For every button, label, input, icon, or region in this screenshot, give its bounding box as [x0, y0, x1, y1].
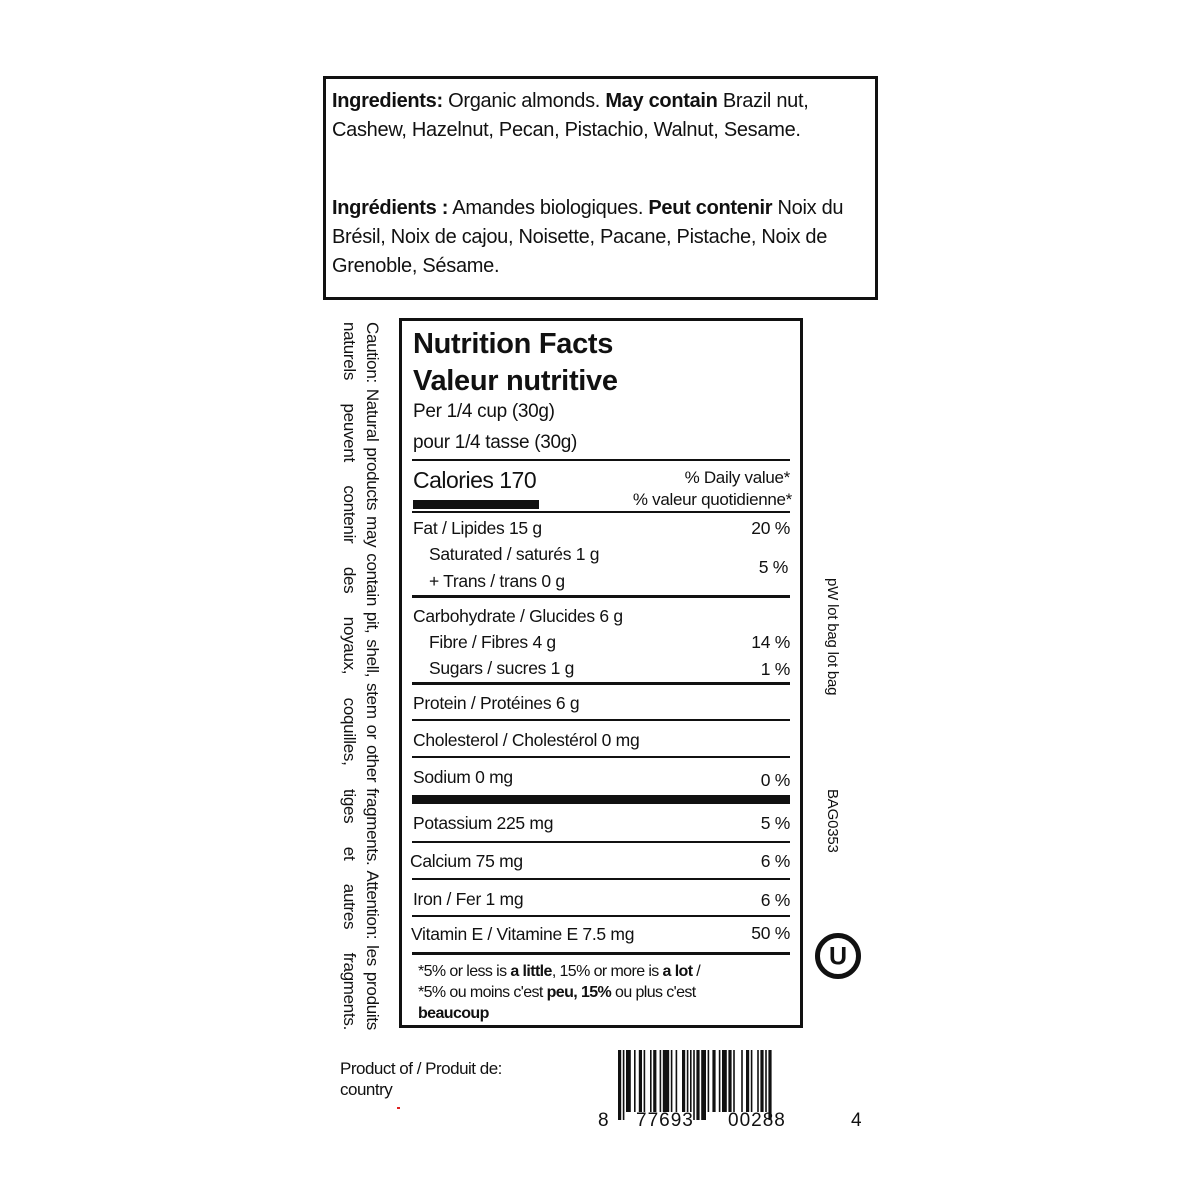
calories: Calories 170 — [413, 467, 537, 493]
cholesterol-row: Cholesterol / Cholestérol 0 mg — [413, 730, 640, 750]
ingredients-en — [332, 87, 869, 145]
barcode-last-digit: 4 — [851, 1110, 863, 1131]
may-contain-en-label: May contain — [605, 90, 718, 112]
protein-row: Protein / Protéines 6 g — [413, 693, 580, 713]
footnote-lot: a lot — [662, 963, 693, 980]
footnote-text: *5% or less is — [418, 963, 511, 980]
calories-bar — [413, 500, 539, 509]
barcode-bar — [660, 1050, 662, 1112]
barcode-bar — [682, 1050, 685, 1112]
barcode-bar — [623, 1050, 625, 1120]
potassium-row: Potassium 225 mg — [413, 813, 554, 833]
ingredients-en-label: Ingredients: — [332, 90, 443, 112]
barcode-bar — [671, 1050, 673, 1112]
may-contain-fr-text: Noix du Brésil, Noix de cajou, Noisette, Pacane, Pistache, Noix de Grenoble, Sésame. — [332, 197, 844, 277]
bag-code: BAG0353 — [824, 789, 841, 853]
divider — [412, 915, 790, 917]
barcode-bar — [701, 1050, 706, 1120]
sodium-dv: 0 % — [760, 770, 790, 790]
carbohydrate-row: Carbohydrate / Glucides 6 g — [413, 606, 623, 626]
footnote — [418, 961, 708, 1024]
barcode-bar — [708, 1050, 710, 1112]
barcode-right-group: 00288 — [728, 1110, 786, 1131]
barcode-bar — [741, 1050, 743, 1112]
nutrition-title-en: Nutrition Facts — [413, 328, 614, 360]
barcode-bar — [639, 1050, 642, 1112]
barcode-bar — [696, 1050, 699, 1120]
barcode-bar — [757, 1050, 759, 1112]
footnote-little: a little — [510, 963, 552, 980]
divider — [412, 719, 790, 721]
iron-dv: 6 % — [760, 890, 790, 910]
fibre-dv: 14 % — [751, 632, 790, 652]
serving-size-fr: pour 1/4 tasse (30g) — [413, 432, 578, 453]
fibre-row: Fibre / Fibres 4 g — [429, 632, 556, 652]
divider — [412, 682, 790, 685]
barcode-bar — [712, 1050, 715, 1112]
divider — [412, 459, 790, 461]
divider — [412, 511, 790, 513]
barcode-bar — [746, 1050, 749, 1112]
divider — [412, 756, 790, 758]
fat-row: Fat / Lipides 15 g — [413, 518, 542, 538]
barcode-bar — [650, 1050, 652, 1112]
sat-trans-dv: 5 % — [758, 557, 788, 577]
footnote-beaucoup: beaucoup — [418, 1005, 489, 1022]
ingredients-en-text: Organic almonds. — [442, 90, 606, 112]
may-contain-fr-label: Peut contenir — [648, 197, 773, 219]
product-origin — [340, 1058, 502, 1100]
barcode-bar — [653, 1050, 656, 1112]
footnote-text: / *5% ou moins c'est — [418, 963, 701, 1001]
barcode-bar — [634, 1050, 636, 1112]
saturated-row: Saturated / saturés 1 g — [429, 544, 600, 564]
calcium-row: Calcium 75 mg — [410, 851, 523, 871]
origin-country: country — [340, 1080, 393, 1099]
serving-size-en: Per 1/4 cup (30g) — [413, 401, 555, 422]
barcode-bar — [719, 1050, 721, 1112]
red-mark — [397, 1107, 400, 1109]
thick-divider — [412, 795, 790, 804]
sugars-dv: 1 % — [760, 659, 790, 679]
ingredients-fr-text: Amandes biologiques. — [448, 197, 649, 219]
barcode — [598, 1046, 868, 1136]
divider — [412, 841, 790, 843]
footnote-text: ou plus c'est — [611, 984, 696, 1001]
daily-value-fr: % valeur quotidienne* — [632, 490, 792, 509]
nutrition-facts-table — [399, 318, 803, 1028]
vitamin-e-dv: 50 % — [751, 923, 790, 943]
lot-code: pW lot bag lot bag — [824, 578, 841, 696]
barcode-left-group: 77693 — [636, 1110, 694, 1131]
fat-dv: 20 % — [751, 518, 790, 538]
origin-label: Product of / Produit de: — [340, 1059, 502, 1078]
footnote-peu: peu, 15% — [546, 984, 612, 1001]
barcode-bar — [687, 1050, 689, 1112]
barcode-bar — [644, 1050, 646, 1112]
trans-row: + Trans / trans 0 g — [429, 571, 565, 591]
barcode-bar — [663, 1050, 669, 1112]
ingredients-fr — [332, 194, 869, 281]
kosher-symbol-letter: U — [828, 942, 848, 971]
nutrition-title-fr: Valeur nutritive — [413, 365, 618, 397]
barcode-bar — [733, 1050, 735, 1112]
daily-value-en: % Daily value* — [684, 468, 790, 487]
barcode-bar — [690, 1050, 692, 1112]
barcode-bar — [676, 1050, 678, 1112]
barcode-bar — [722, 1050, 727, 1112]
barcode-bar — [626, 1050, 631, 1112]
divider — [412, 595, 790, 598]
ingredients-box — [323, 76, 878, 300]
divider — [412, 952, 790, 955]
sugars-row: Sugars / sucres 1 g — [429, 658, 575, 678]
calcium-dv: 6 % — [760, 851, 790, 871]
barcode-bar — [751, 1050, 753, 1112]
divider — [412, 878, 790, 880]
barcode-bar — [618, 1050, 621, 1120]
ingredients-fr-label: Ingrédients : — [332, 197, 449, 219]
vitamin-e-row: Vitamin E / Vitamine E 7.5 mg — [411, 924, 635, 944]
iron-row: Iron / Fer 1 mg — [413, 889, 524, 909]
barcode-first-digit: 8 — [598, 1110, 610, 1131]
may-contain-en-text: Brazil nut, Cashew, Hazelnut, Pecan, Pistachio, Walnut, Sesame. — [332, 90, 809, 141]
footnote-text: , 15% or more is — [551, 963, 663, 980]
barcode-bar — [728, 1050, 731, 1112]
kosher-u-icon — [814, 932, 862, 980]
barcode-bar — [760, 1050, 763, 1112]
caution-text: Caution: Natural products may contain pit, shell, stem or other fragments. Attention: les produits naturels peuvent contenir des noyaux, coquilles, tiges et autres fragments. — [340, 322, 382, 1030]
barcode-bar — [765, 1050, 767, 1112]
potassium-dv: 5 % — [760, 813, 790, 833]
sodium-row: Sodium 0 mg — [413, 767, 513, 787]
